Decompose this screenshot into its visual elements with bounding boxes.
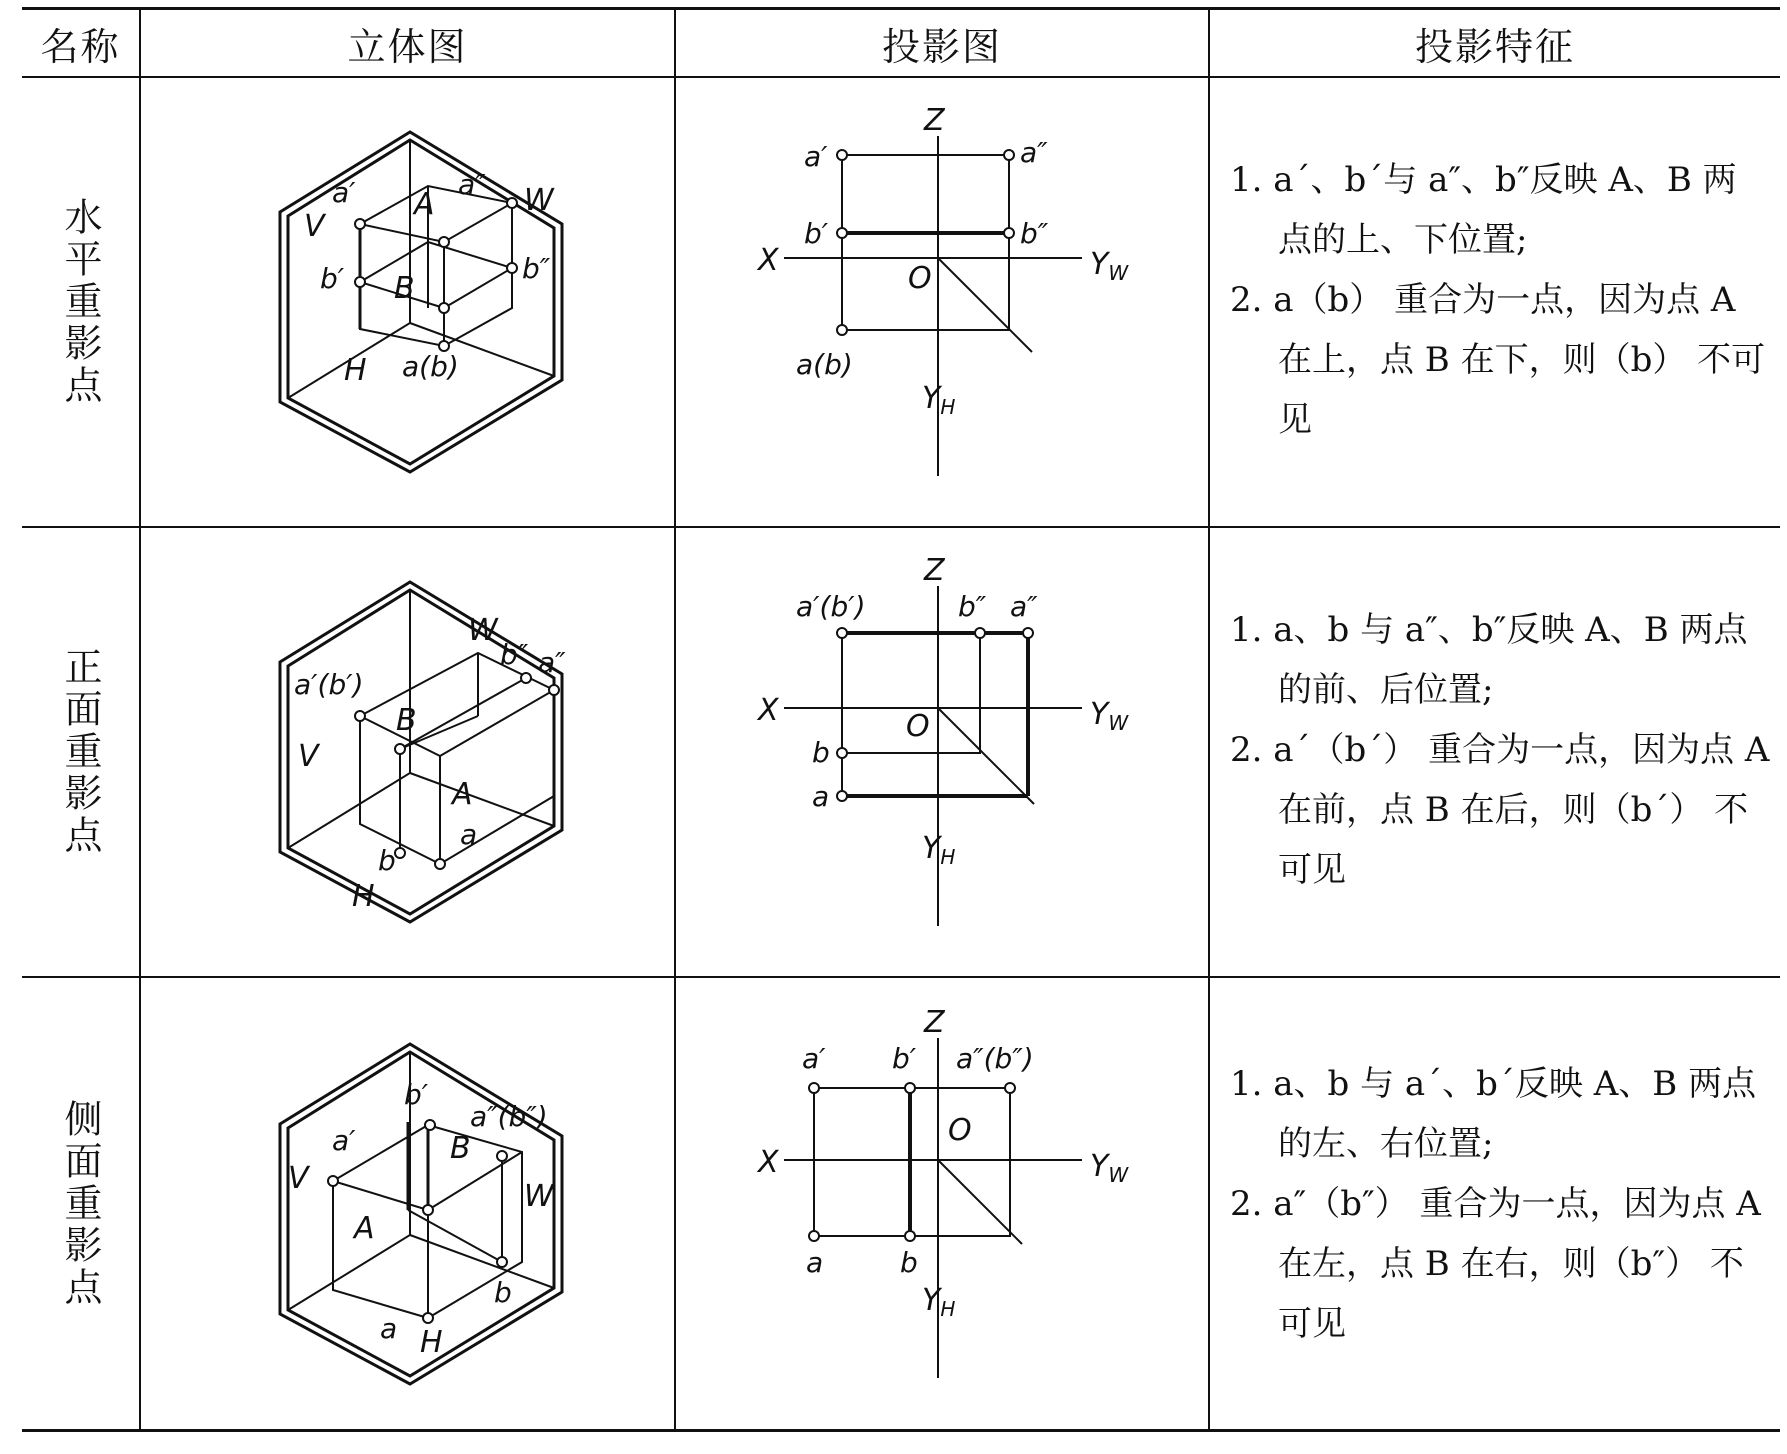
iso-label-a: a xyxy=(460,818,478,851)
row-2-features xyxy=(1230,600,1770,900)
iso-label-A: A xyxy=(452,777,473,812)
row-1-projection xyxy=(752,108,1132,508)
plane-w-label: W xyxy=(524,1179,554,1214)
plane-v-label: V xyxy=(298,739,319,774)
proj-axis-x: X xyxy=(758,1145,779,1180)
iso-label-a: a xyxy=(380,1312,398,1345)
plane-w-label: W xyxy=(468,613,498,648)
iso-label-b1: b′ xyxy=(320,262,345,295)
iso-label-b3: b″ xyxy=(500,638,529,671)
proj-axis-z: Z xyxy=(924,1010,945,1040)
iso-label-b: b xyxy=(378,844,396,877)
proj-axis-yh: $Y_H$ xyxy=(922,831,956,869)
iso-label-ab: a(b) xyxy=(402,350,459,383)
proj-label-p1: a′(b′) xyxy=(796,590,866,623)
proj-axis-z: Z xyxy=(924,108,945,138)
proj-axis-yh: $Y_H$ xyxy=(922,381,956,419)
iso-label-ab1: a′(b′) xyxy=(294,668,364,701)
row-3-isometric xyxy=(232,1030,592,1400)
plane-v-label: V xyxy=(304,209,325,244)
proj-origin: O xyxy=(908,261,932,296)
row-2-feature-2: 2. a´（b´） 重合为一点，因为点 A 在前，点 B 在后，则（b´） 不可见 xyxy=(1230,730,1770,890)
row-2-name xyxy=(22,528,139,976)
proj-axis-x: X xyxy=(758,693,779,728)
header-name: 名称 xyxy=(40,24,121,69)
iso-label-b: b xyxy=(494,1276,512,1309)
iso-label-a1: a′ xyxy=(332,176,356,209)
header-rule xyxy=(22,76,1780,78)
plane-h-label: H xyxy=(420,1325,443,1360)
proj-label-p5: a(b) xyxy=(796,348,853,381)
proj-origin: O xyxy=(906,709,930,744)
row-rule-1 xyxy=(22,526,1780,528)
row-1-feature-2: 2. a（b） 重合为一点，因为点 A 在上，点 B 在下，则（b） 不可见 xyxy=(1230,280,1766,440)
proj-origin: O xyxy=(948,1113,972,1148)
plane-w-label: W xyxy=(524,183,554,218)
plane-v-label: V xyxy=(288,1161,309,1196)
plane-h-label: H xyxy=(352,879,375,914)
row-3-name xyxy=(22,978,139,1429)
row-3-projection xyxy=(752,1010,1132,1410)
proj-label-p5: a xyxy=(812,780,830,813)
proj-label-p2: b″ xyxy=(958,590,987,623)
header-features: 投影特征 xyxy=(1414,24,1575,69)
proj-axis-yh: $Y_H$ xyxy=(922,1283,956,1321)
row-3-name-text: 侧面重影点 xyxy=(58,1098,102,1309)
header-projection: 投影图 xyxy=(881,24,1002,69)
proj-label-p3: b′ xyxy=(804,217,829,250)
row-2-name-text: 正面重影点 xyxy=(58,647,102,857)
iso-label-a1: a′ xyxy=(332,1124,356,1157)
proj-label-p4: b″ xyxy=(1020,217,1049,250)
iso-label-B: B xyxy=(394,271,415,306)
proj-label-p2: a″ xyxy=(1020,136,1048,169)
row-rule-2 xyxy=(22,976,1780,978)
projection-table xyxy=(22,0,1780,1454)
row-1-isometric xyxy=(232,118,592,488)
row-1-features xyxy=(1230,150,1770,450)
iso-label-ab3: a″(b″) xyxy=(470,1100,548,1133)
row-2-isometric xyxy=(232,568,592,938)
proj-label-p3: a″(b″) xyxy=(956,1042,1034,1075)
table-bottom-rule xyxy=(22,1429,1780,1432)
iso-label-b1: b′ xyxy=(404,1078,429,1111)
iso-label-A: A xyxy=(414,187,435,222)
row-1-name xyxy=(22,78,139,526)
row-2-feature-1: 1. a、b 与 a″、b″反映 A、B 两点的前、后位置; xyxy=(1230,610,1748,710)
proj-label-p5: b xyxy=(900,1246,918,1279)
proj-label-p1: a′ xyxy=(804,140,828,173)
row-3-features xyxy=(1230,1054,1770,1354)
header-3d-view: 立体图 xyxy=(347,24,468,69)
row-3-feature-2: 2. a″（b″） 重合为一点，因为点 A 在左，点 B 在右，则（b″） 不可见 xyxy=(1230,1184,1761,1344)
iso-label-B: B xyxy=(396,703,417,738)
proj-label-p1: a′ xyxy=(802,1042,826,1075)
iso-label-B: B xyxy=(450,1131,471,1166)
row-2-projection xyxy=(752,558,1132,958)
col-rule-1 xyxy=(139,10,141,1430)
proj-label-p4: b xyxy=(812,736,830,769)
iso-label-A: A xyxy=(354,1211,375,1246)
row-1-feature-1: 1. a´、b´与 a″、b″反映 A、B 两点的上、下位置; xyxy=(1230,160,1737,260)
proj-label-p4: a xyxy=(806,1246,824,1279)
proj-label-p3: a″ xyxy=(1010,590,1038,623)
proj-axis-z: Z xyxy=(924,558,945,588)
col-rule-3 xyxy=(1208,10,1210,1430)
proj-axis-yw: $Y_W$ xyxy=(1090,247,1129,285)
proj-label-p2: b′ xyxy=(892,1042,917,1075)
row-3-feature-1: 1. a、b 与 a´、b´反映 A、B 两点的左、右位置; xyxy=(1230,1064,1757,1164)
plane-h-label: H xyxy=(344,353,367,388)
col-rule-2 xyxy=(674,10,676,1430)
proj-axis-yw: $Y_W$ xyxy=(1090,697,1129,735)
iso-label-b3: b″ xyxy=(522,252,551,285)
proj-axis-x: X xyxy=(758,243,779,278)
row-1-name-text: 水平重影点 xyxy=(58,197,102,407)
proj-axis-yw: $Y_W$ xyxy=(1090,1149,1129,1187)
iso-label-a3: a″ xyxy=(538,646,566,679)
iso-label-a3: a″ xyxy=(458,168,486,201)
